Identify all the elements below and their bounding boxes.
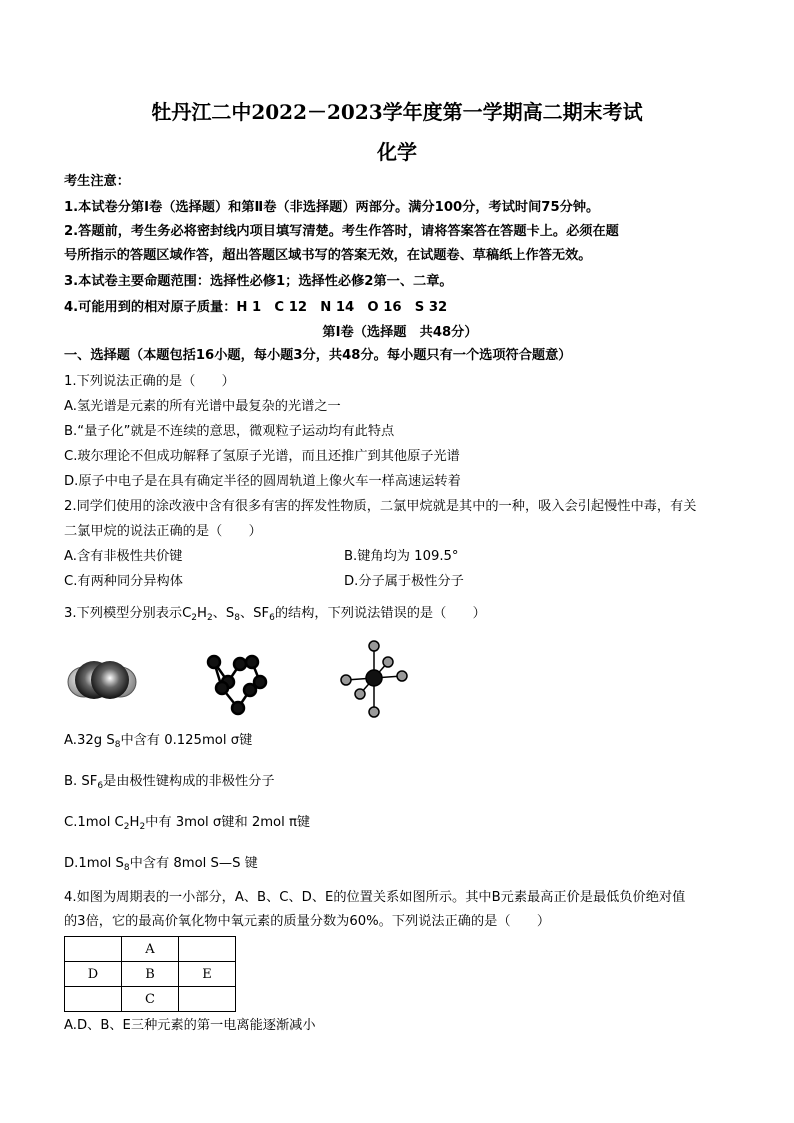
notice-item-2b: 号所指示的答题区域作答，超出答题区域书写的答案无效，在试题卷、草稿纸上作答无效。: [64, 248, 592, 263]
sf6-model: [341, 641, 407, 717]
q2-stem-1: 2.同学们使用的涂改液中含有很多有害的挥发性物质，二氯甲烷就是其中的一种，吸入会引起慢性中毒，有关: [64, 499, 697, 514]
q4-stem-1: 4.如图为周期表的一小部分，A、B、C、D、E的位置关系如图所示。其中B元素最高正价是最低负价绝对值: [64, 890, 686, 905]
pt-cell: E: [179, 962, 236, 987]
pt-cell: [179, 987, 236, 1012]
q2-option-d: D.分子属于极性分子: [344, 574, 464, 589]
q3-option-b: B. $SF_6$是由极性键构成的非极性分子: [64, 774, 275, 791]
exam-title: 牡丹江二中2022－2023学年度第一学期高二期末考试: [151, 100, 643, 124]
notice-label: 考生注意：: [64, 174, 130, 189]
q1-option-d: D.原子中电子是在具有确定半径的圆周轨道上像火车一样高速运转着: [64, 474, 461, 489]
q1-option-a: A.氢光谱是元素的所有光谱中最复杂的光谱之一: [64, 399, 341, 414]
s8-model: [208, 656, 266, 714]
molecule-models-figure: [64, 640, 424, 720]
pt-cell: [65, 937, 122, 962]
q3-option-d: D.1mol $S_8$中含有 8mol S—S 键: [64, 856, 258, 873]
q4-option-a: A.D、B、E三种元素的第一电离能逐渐减小: [64, 1018, 316, 1033]
pt-cell: D: [65, 962, 122, 987]
part-title: 第Ⅰ卷（选择题 共48分）: [322, 325, 478, 340]
notice-item-1: 1.本试卷分第Ⅰ卷（选择题）和第Ⅱ卷（非选择题）两部分。满分100分，考试时间75分钟。: [64, 200, 600, 215]
pt-cell: B: [122, 962, 179, 987]
q1-stem: 1.下列说法正确的是（ ）: [64, 374, 235, 389]
q3-stem: 3.下列模型分别表示$C_2H_2$、$S_8$、$SF_6$的结构，下列说法错误的是（ ）: [64, 606, 486, 623]
notice-item-3: 3.本试卷主要命题范围：选择性必修1；选择性必修2第一、二章。: [64, 274, 453, 289]
q2-stem-2: 二氯甲烷的说法正确的是（ ）: [64, 524, 262, 539]
q2-option-a: A.含有非极性共价键: [64, 549, 183, 564]
pt-cell: C: [122, 987, 179, 1012]
q2-option-c: C.有两种同分异构体: [64, 574, 183, 589]
pt-cell: A: [122, 937, 179, 962]
q3-option-a: A.32g $S_8$中含有 0.125mol σ键: [64, 733, 253, 750]
subject-title: 化学: [377, 140, 417, 164]
notice-item-2a: 2.答题前，考生务必将密封线内项目填写清楚。考生作答时，请将答案答在答题卡上。必须在题: [64, 224, 619, 239]
q4-stem-2: 的3倍，它的最高价氧化物中氧元素的质量分数为60%。下列说法正确的是（ ）: [64, 914, 551, 929]
q2-option-b: B.键角均为 109.5°: [344, 549, 459, 564]
pt-cell: [179, 937, 236, 962]
section-heading: 一、选择题（本题包括16小题，每小题3分，共48分。每小题只有一个选项符合题意）: [64, 348, 572, 363]
q1-option-b: B.“量子化”就是不连续的意思，微观粒子运动均有此特点: [64, 424, 395, 439]
q1-option-c: C.玻尔理论不但成功解释了氢原子光谱，而且还推广到其他原子光谱: [64, 449, 460, 464]
q3-option-c: C.1mol $C_2H_2$中有 3mol σ键和 2mol π键: [64, 815, 311, 832]
c2h2-model: [68, 661, 136, 699]
pt-cell: [65, 987, 122, 1012]
periodic-table-fragment: [64, 936, 236, 1012]
notice-item-4: 4.可能用到的相对原子质量：H 1 C 12 N 14 O 16 S 32: [64, 300, 448, 315]
